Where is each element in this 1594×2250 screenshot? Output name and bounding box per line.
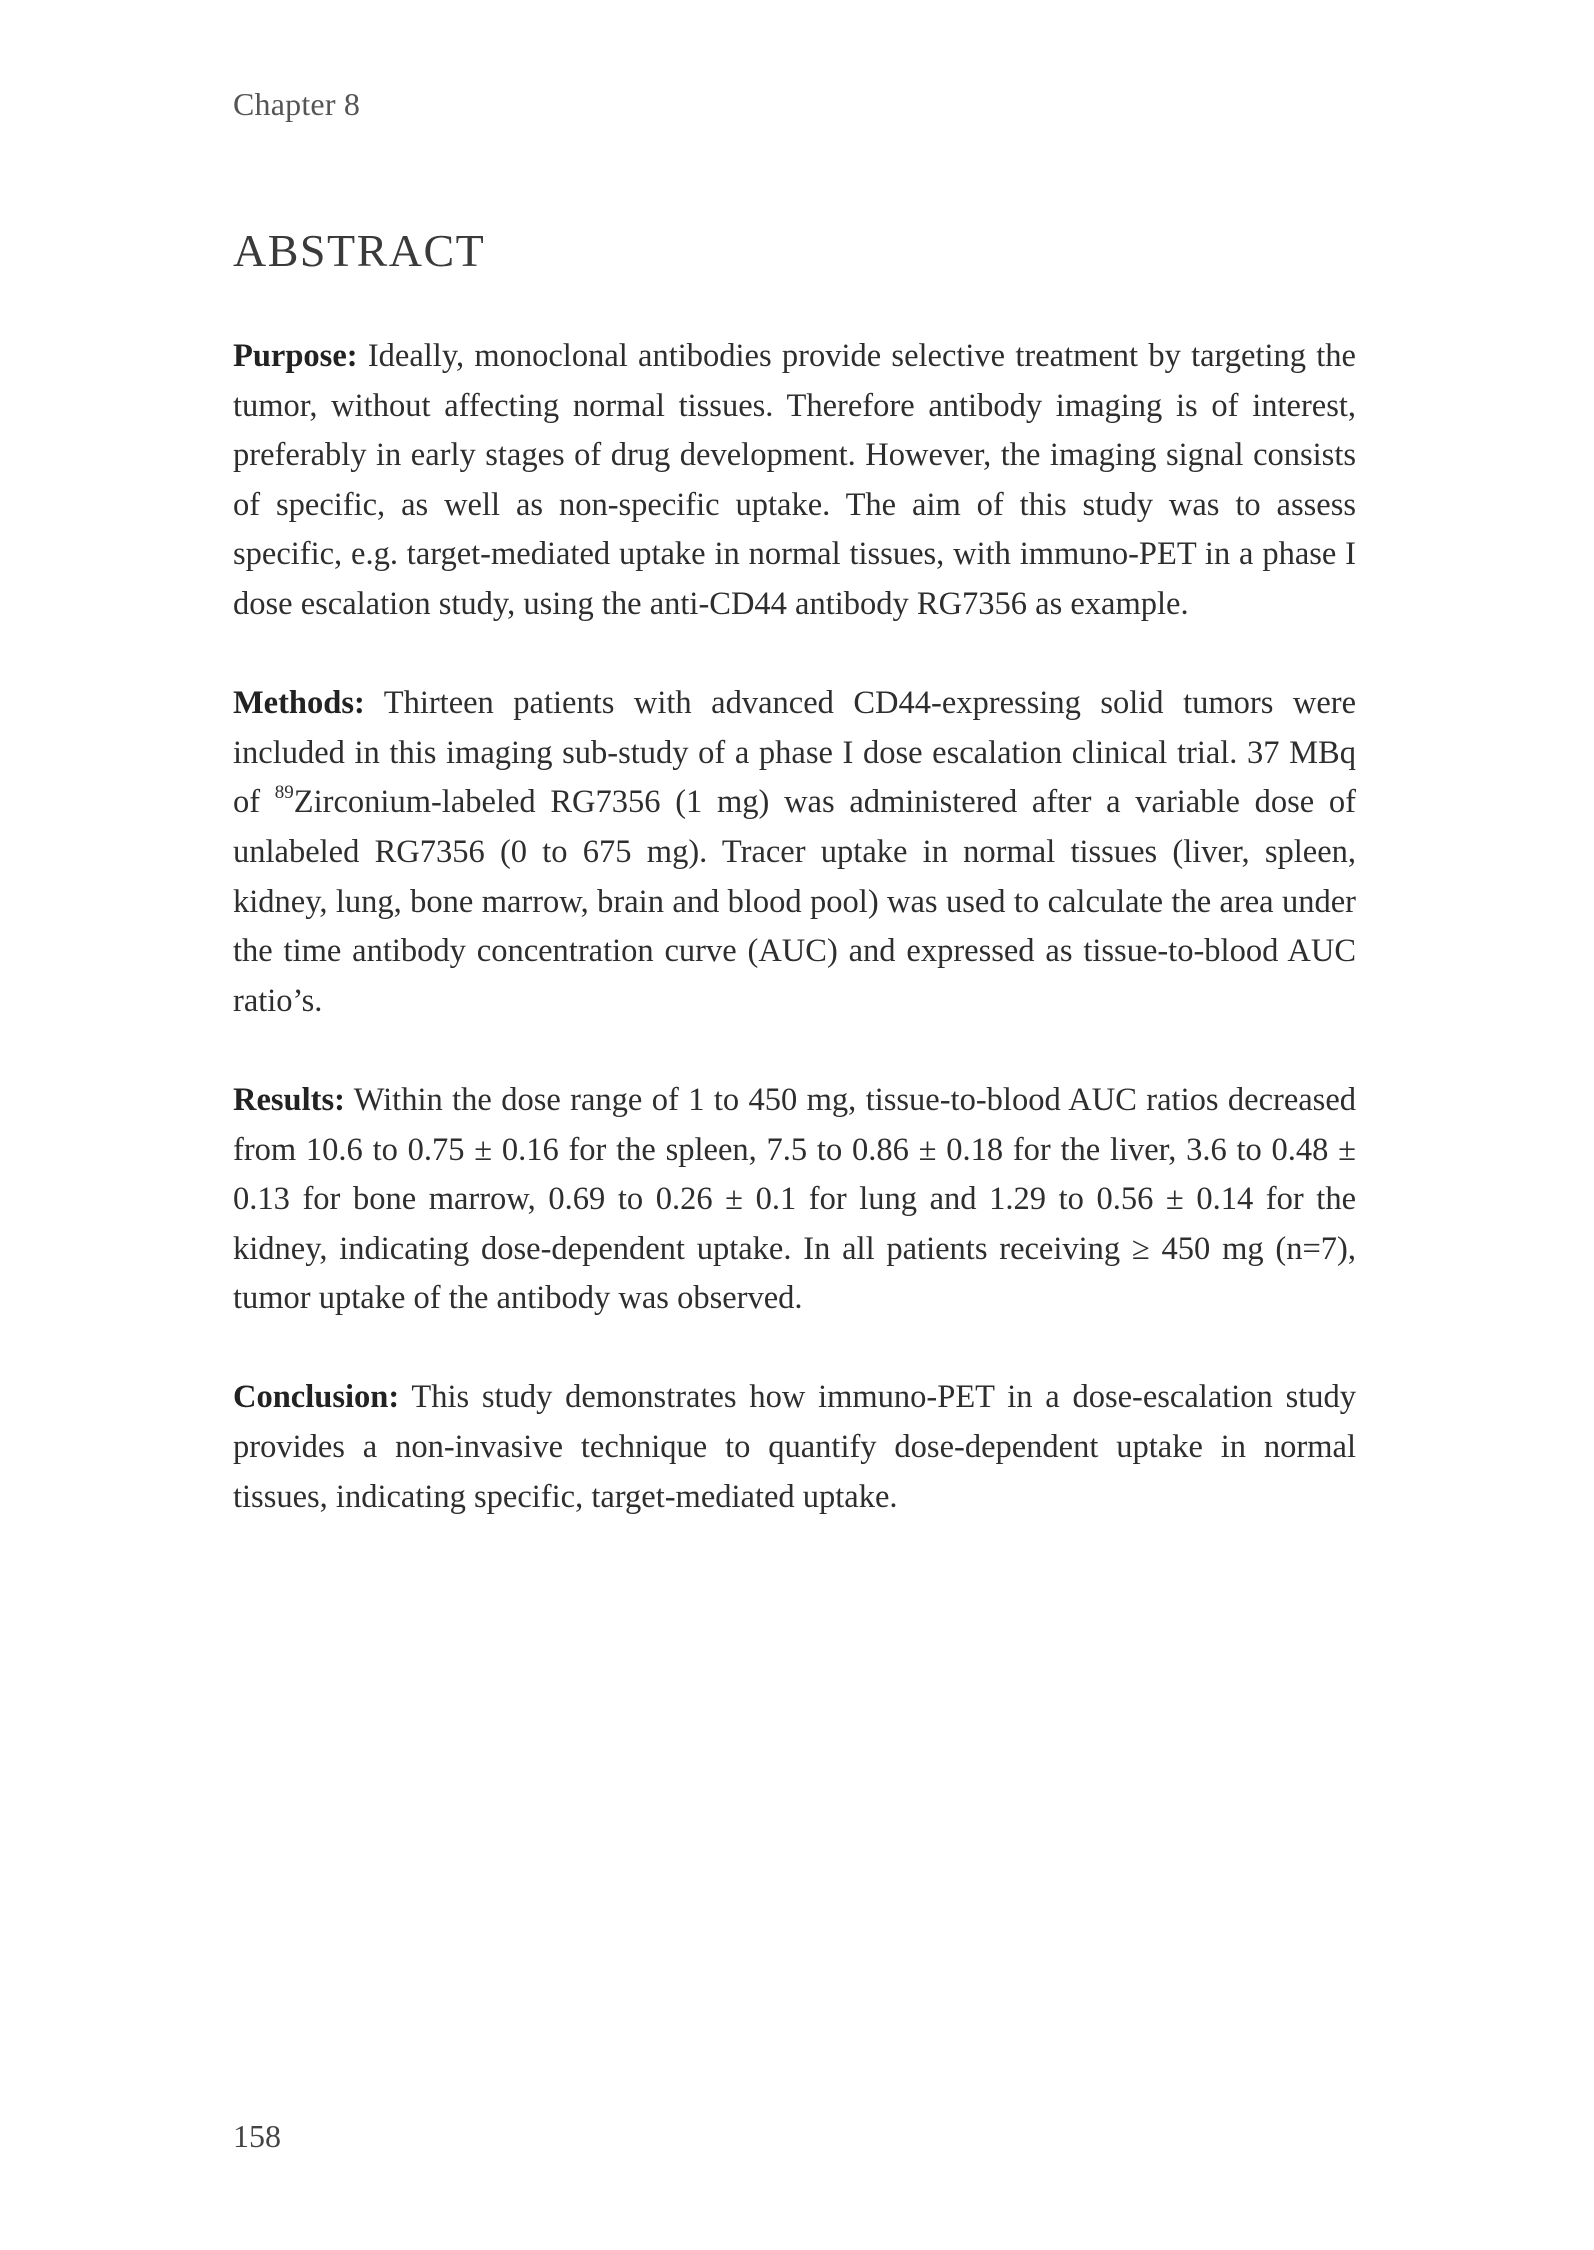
- conclusion-paragraph: [233, 1373, 1356, 1522]
- conclusion-label: Conclusion:: [233, 1379, 400, 1416]
- results-label: Results:: [233, 1081, 345, 1118]
- purpose-label: Purpose:: [233, 338, 358, 374]
- abstract-body: [233, 332, 1356, 1572]
- results-paragraph: [233, 1076, 1356, 1324]
- running-header: Chapter 8: [233, 86, 361, 122]
- methods-label: Methods:: [233, 685, 365, 722]
- methods-text-after: Zirconium-labeled RG7356 (1 mg) was administered after a variable dose of unlabeled RG7356 (0 to 675 mg). Tracer uptake in normal tissues (liver, spleen, kidney, lung, bone marrow, brain and blood pool) was used to calculate the area under the time antibody concentration curve (AUC) and expressed as tissue-to-blood AUC ratio’s.: [233, 784, 1357, 1019]
- methods-paragraph: [233, 679, 1356, 1026]
- conclusion-text: This study demonstrates how immuno-PET in a dose-escalation study provides a non-invasive technique to quantify dose-dependent uptake in normal tissues, indicating specific, target-mediated uptake.: [233, 1379, 1356, 1515]
- abstract-heading: ABSTRACT: [233, 225, 486, 276]
- purpose-paragraph: [233, 332, 1356, 630]
- page-number: 158: [233, 2118, 281, 2154]
- methods-text-before: Thirteen patients with advanced CD44-expressing solid tumors were included in this imaging sub-study of a phase I dose escalation clinical trial. 37 MBq of: [233, 685, 1356, 821]
- purpose-text: Ideally, monoclonal antibodies provide selective treatment by targeting the tumor, without affecting normal tissues. Therefore antibody imaging is of interest, preferably in early stages of drug development. However, the imaging signal consists of specific, as well as non-specific uptake. The aim of this study was to assess specific, e.g. target-mediated uptake in normal tissues, with immuno-PET in a phase I dose escalation study, using the anti-CD44 antibody RG7356 as example.: [233, 338, 1356, 622]
- isotope-mass-superscript: 89: [274, 782, 294, 804]
- results-text: Within the dose range of 1 to 450 mg, tissue-to-blood AUC ratios decreased from 10.6 to 0.75 ± 0.16 for the spleen, 7.5 to 0.86 ± 0.18 for the liver, 3.6 to 0.48 ± 0.13 for bone marrow, 0.69 to 0.26 ± 0.1 for lung and 1.29 to 0.56 ± 0.14 for the kidney, indicating dose-dependent uptake. In all patients receiving ≥ 450 mg (n=7), tumor uptake of the antibody was observed.: [233, 1081, 1356, 1317]
